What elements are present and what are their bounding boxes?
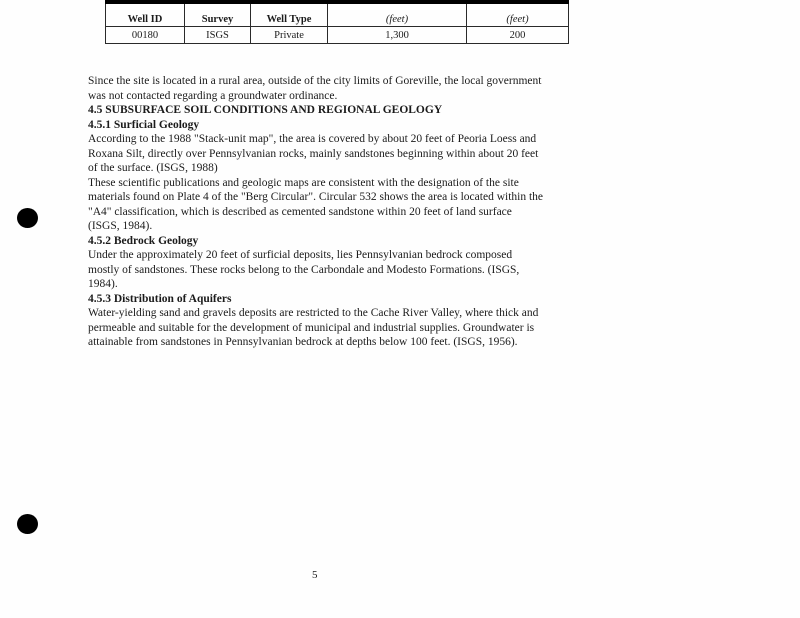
table-cell-depth: 1,300 — [328, 27, 467, 44]
heading-4-5-2-bedrock-geology: 4.5.2 Bedrock Geology — [88, 234, 199, 247]
hole-punch-bottom — [17, 514, 38, 534]
heading-4-5-3-distribution-of-aquifers: 4.5.3 Distribution of Aquifers — [88, 292, 232, 305]
heading-4-5-1-surficial-geology: 4.5.1 Surficial Geology — [88, 118, 200, 131]
header-well-id: Well ID — [127, 14, 163, 25]
table-header-cell — [106, 2, 185, 27]
header-feet-units: (feet) — [385, 14, 409, 25]
table-header-cell — [328, 2, 467, 27]
table-cell-survey: ISGS — [185, 27, 251, 44]
table-row — [106, 27, 569, 44]
document-body — [88, 74, 545, 350]
paragraph-intro: Since the site is located in a rural area, outside of the city limits of Goreville, the local government was not contacted regarding a groundwater ordinance. — [88, 75, 542, 102]
header-survey: Survey — [201, 14, 234, 25]
paragraph-aquifers: Water-yielding sand and gravels deposits are restricted to the Cache River Valley, where thick and permeable and suitable for the development of municipal and industrial supplies. Groundwater is attainable from sandstones in Pennsylvanian bedrock at depths below 100 feet. (ISGS, 1956). — [88, 307, 539, 348]
hole-punch-top — [17, 208, 38, 228]
table-header-cell — [251, 2, 328, 27]
heading-section-4-5: 4.5 SUBSURFACE SOIL CONDITIONS AND REGIONAL GEOLOGY — [88, 104, 443, 116]
paragraph-surficial-geology: According to the 1988 "Stack-unit map", the area is covered by about 20 feet of Peoria Loess and Roxana Silt, directly over Pennsylvanian rocks, mainly sandstones beginning within about 20 feet of the surface. (ISGS, 1988) — [88, 133, 539, 174]
paragraph-bedrock-geology: Under the approximately 20 feet of surficial deposits, lies Pennsylvanian bedrock composed mostly of sandstones. These rocks belong to the Carbondale and Modesto Formations. (ISGS, 1984). — [88, 249, 520, 290]
table-cell-well-type: Private — [251, 27, 328, 44]
paragraph-berg-circular: These scientific publications and geologic maps are consistent with the designation of the site materials found on Plate 4 of the "Berg Circular". Circular 532 shows the area is located within the "A4" classification, which is described as cemented sandstone within 20 feet of land surface (ISGS, 1984). — [88, 176, 544, 232]
header-well-type: Well Type — [266, 14, 312, 25]
header-feet-units: (feet) — [506, 14, 529, 25]
table-header-cell — [185, 2, 251, 27]
table-cell-well-id: 00180 — [106, 27, 185, 44]
table-header-cell — [467, 2, 569, 27]
table-cell-feet: 200 — [467, 27, 569, 44]
page-number: 5 — [312, 569, 318, 581]
table-header-row — [106, 2, 569, 27]
well-record-table — [105, 0, 569, 44]
